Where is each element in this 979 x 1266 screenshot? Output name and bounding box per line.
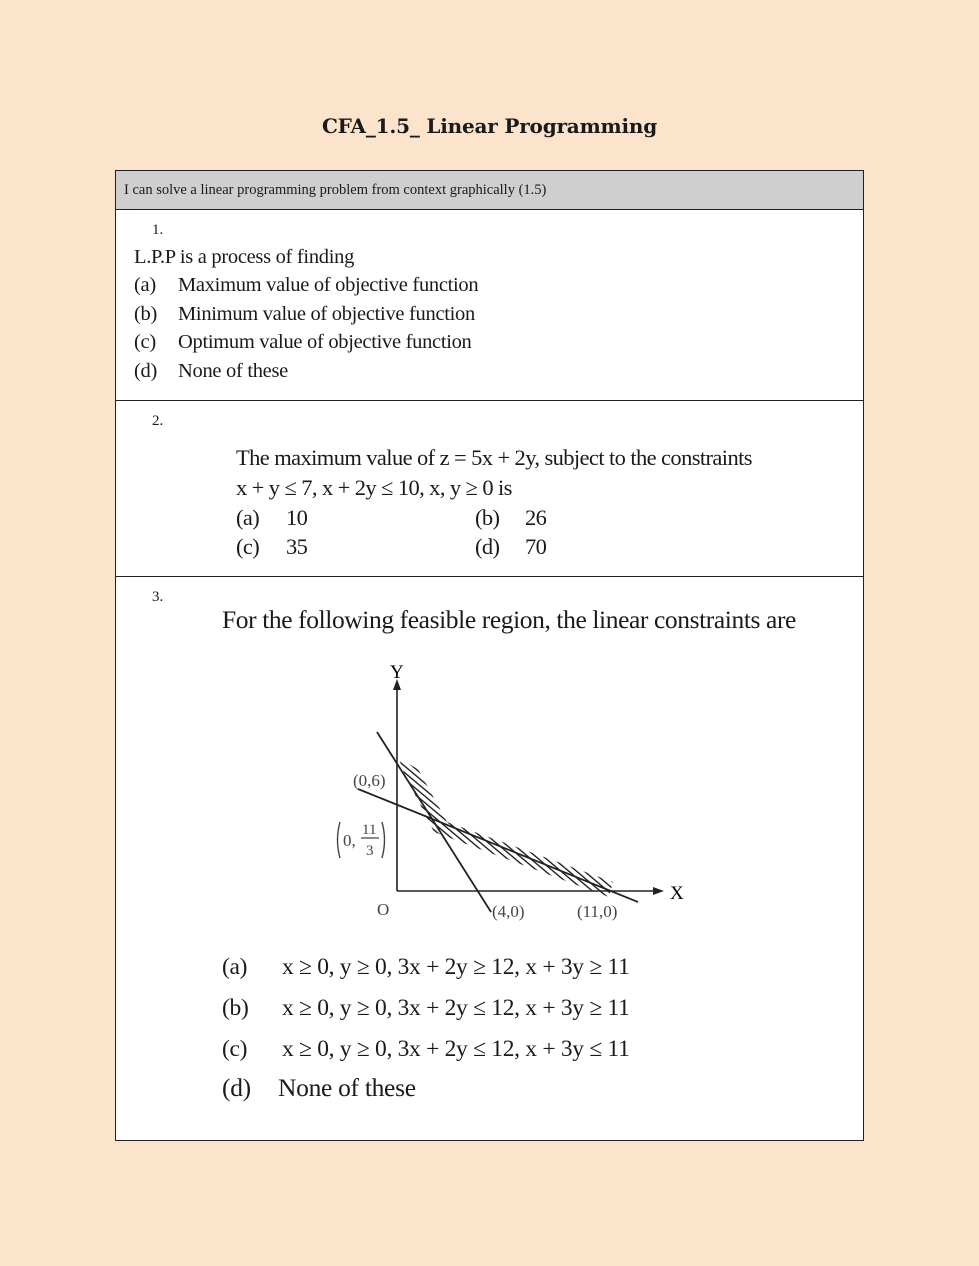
point-label-11-0: (11,0): [577, 902, 618, 921]
option-c: [134, 331, 472, 354]
option-text: x ≥ 0, y ≥ 0, 3x + 2y ≤ 12, x + 3y ≥ 11: [282, 995, 630, 1021]
question-stem: L.P.P is a process of finding: [134, 246, 355, 268]
option-text: 26: [525, 505, 547, 530]
option-text: 70: [525, 534, 547, 559]
option-text: 35: [286, 534, 308, 559]
constraint-line-3x-2y-12: [377, 732, 491, 912]
origin-label: O: [377, 900, 390, 919]
question-stem: For the following feasible region, the linear constraints are: [222, 605, 796, 634]
x-axis-label: X: [670, 883, 684, 904]
page-title: CFA_1.5_ Linear Programming: [321, 114, 658, 138]
option-text: Minimum value of objective function: [178, 303, 475, 325]
option-text: 10: [286, 505, 308, 530]
option-d: [475, 534, 546, 560]
question-stem-line-1: The maximum value of z = 5x + 2y, subject to the constraints: [236, 445, 752, 470]
point-label-4-0: (4,0): [492, 902, 525, 921]
x-axis-arrow: [653, 887, 664, 895]
option-label: (b): [134, 303, 158, 325]
option-c: [236, 534, 307, 560]
worksheet-table: [115, 170, 864, 1141]
option-label: (d): [222, 1073, 251, 1102]
option-d: [222, 1073, 416, 1103]
option-text: None of these: [178, 360, 288, 382]
option-a: [222, 954, 630, 981]
y-axis-label: Y: [390, 662, 404, 683]
option-text: Maximum value of objective function: [178, 274, 479, 296]
point-label-0-11-3: [338, 822, 385, 859]
constraint-line-x-3y-11: [358, 789, 638, 902]
option-c: [222, 1036, 630, 1063]
option-b: [222, 995, 630, 1022]
point-label-prefix: 0,: [343, 831, 356, 850]
option-a: [236, 505, 307, 531]
option-label: (c): [236, 534, 260, 559]
option-text: Optimum value of objective function: [178, 331, 472, 353]
fraction-denominator: 3: [366, 843, 374, 859]
question-number: 1.: [152, 222, 164, 238]
option-text: x ≥ 0, y ≥ 0, 3x + 2y ≥ 12, x + 3y ≥ 11: [282, 954, 630, 980]
option-label: (a): [236, 505, 260, 530]
question-3: [116, 577, 863, 1140]
option-label: (d): [475, 534, 500, 559]
question-2: [116, 401, 863, 577]
option-b: [134, 303, 475, 326]
option-b: [475, 505, 546, 531]
option-label: (c): [222, 1036, 248, 1062]
option-d: [134, 360, 288, 383]
option-text: None of these: [278, 1073, 416, 1102]
learning-target-header: I can solve a linear programming problem from context graphically (1.5): [116, 171, 863, 210]
option-label: (c): [134, 331, 156, 353]
point-label-0-6: (0,6): [353, 771, 386, 790]
question-number: 2.: [152, 413, 164, 429]
question-number: 3.: [152, 589, 164, 605]
option-label: (b): [475, 505, 500, 530]
option-label: (d): [134, 360, 158, 382]
option-label: (b): [222, 995, 249, 1021]
option-text: x ≥ 0, y ≥ 0, 3x + 2y ≤ 12, x + 3y ≤ 11: [282, 1036, 630, 1062]
option-a: [134, 274, 478, 297]
feasible-region-hatch: [399, 759, 613, 897]
question-1: [116, 210, 863, 401]
fraction-numerator: 11: [362, 822, 377, 838]
question-stem-line-2: x + y ≤ 7, x + 2y ≤ 10, x, y ≥ 0 is: [236, 475, 512, 500]
option-label: (a): [222, 954, 248, 980]
option-label: (a): [134, 274, 156, 296]
